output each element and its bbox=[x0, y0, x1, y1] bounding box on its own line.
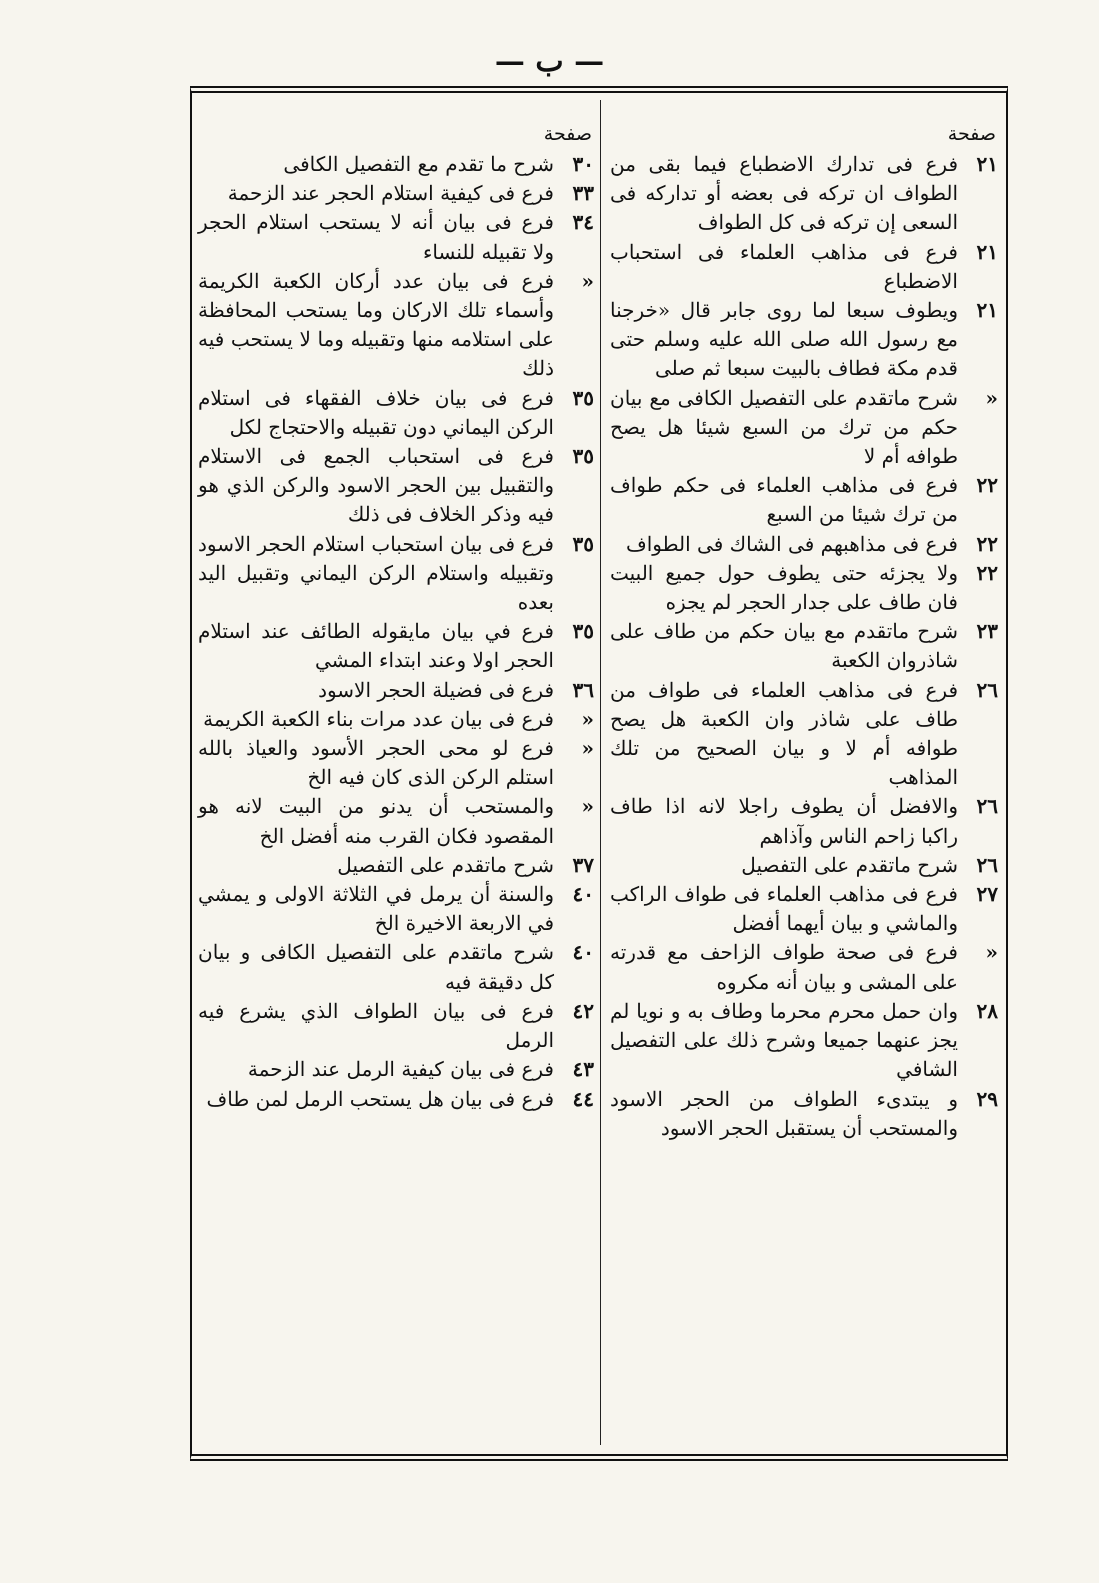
toc-entry bbox=[198, 851, 594, 880]
column-divider bbox=[600, 100, 601, 1445]
toc-entry bbox=[610, 617, 998, 675]
toc-page-number: ٢٢ bbox=[976, 473, 998, 498]
toc-entry-title: فرع فى فضيلة الحجر الاسود bbox=[318, 677, 554, 702]
toc-page-number: ٣٦ bbox=[572, 677, 594, 702]
toc-entry-title: فرع فى استحباب الجمع فى الاستلام والتقبيل بين الحجر الاسود والركن الذي هو فيه وذكر الخلاف فى ذلك bbox=[198, 444, 554, 527]
toc-entry-title: فرع فى بيان هل يستحب الرمل لمن طاف bbox=[206, 1086, 554, 1111]
toc-entry-title: فرع فى بيان أنه لا يستحب استلام الحجر ولا تقبيله للنساء bbox=[198, 210, 554, 264]
toc-entry-title: شرح ماتقدم على التفصيل الكافى مع بيان حكم من ترك من السبع شيئا هل يصح طوافه أم لا bbox=[610, 385, 958, 469]
toc-page-number: ٢٣ bbox=[976, 619, 998, 644]
toc-entry-title: شرح ما تقدم مع التفصيل الكافى bbox=[283, 152, 554, 176]
column-header: صفحة bbox=[947, 123, 996, 145]
toc-entry bbox=[610, 384, 998, 472]
toc-page-number: « bbox=[581, 268, 594, 293]
toc-entry-title: فرع فى مذاهب العلماء فى حكم طواف من ترك شيئا من السبع bbox=[610, 473, 958, 527]
toc-entry-title: فرع فى بيان الطواف الذي يشرع فيه الرمل bbox=[198, 998, 554, 1053]
toc-page-number: ٤٠ bbox=[572, 882, 594, 907]
toc-page-number: ٤٣ bbox=[572, 1057, 594, 1082]
toc-entry bbox=[610, 792, 998, 850]
toc-column-right bbox=[610, 118, 998, 1143]
toc-entry-title: ولا يجزئه حتى يطوف حول جميع البيت فان طاف على جدار الحجر لم يجزه bbox=[610, 560, 958, 615]
toc-page-number: « bbox=[581, 706, 594, 731]
toc-page-number: ٤٠ bbox=[572, 940, 594, 965]
toc-page-number: ٢١ bbox=[976, 298, 998, 323]
toc-entry-title: فرع فى بيان عدد أركان الكعبة الكريمة وأسماء تلك الاركان وما يستحب المحافظة على استلامه منها وتقبيله وما لا يستحب فيه ذلك bbox=[198, 268, 554, 381]
toc-entry-title: فرع لو محى الحجر الأسود والعياذ بالله استلم الركن الذى كان فيه الخ bbox=[198, 736, 554, 790]
toc-page-number: ٣٠ bbox=[572, 152, 594, 176]
page-number: — ب — bbox=[494, 44, 605, 79]
toc-entry bbox=[198, 880, 594, 938]
toc-entry bbox=[610, 559, 998, 617]
toc-entry-title: شرح ماتقدم على التفصيل bbox=[741, 852, 958, 877]
toc-entry bbox=[198, 267, 594, 384]
toc-entry bbox=[198, 734, 594, 792]
toc-entry bbox=[610, 150, 998, 238]
toc-entry-title: فرع فى مذاهب العلماء فى طواف من طاف على شاذر وان الكعبة هل يصح طوافه أم لا و بيان الصحيح من تلك المذاهب bbox=[610, 677, 958, 790]
toc-entry bbox=[610, 938, 998, 996]
toc-entry bbox=[610, 530, 998, 559]
toc-page-number: « bbox=[985, 385, 998, 410]
toc-entry bbox=[198, 617, 594, 675]
toc-page-number: ٢٢ bbox=[976, 531, 998, 556]
entries-list bbox=[610, 150, 998, 1143]
toc-entry bbox=[198, 705, 594, 734]
toc-page-number: ٢١ bbox=[976, 152, 998, 176]
toc-entry-title: فرع فى بيان كيفية الرمل عند الزحمة bbox=[247, 1057, 554, 1082]
toc-entry bbox=[198, 997, 594, 1055]
toc-entry bbox=[198, 442, 594, 530]
toc-entry bbox=[198, 208, 594, 266]
entries-list bbox=[198, 150, 594, 1114]
toc-page-number: ٢٦ bbox=[976, 794, 998, 819]
toc-entry-title: فرع فى صحة طواف الزاحف مع قدرته على المشى و بيان أنه مكروه bbox=[610, 940, 958, 994]
toc-page-number: ٣٥ bbox=[572, 619, 594, 644]
toc-page-number: ٣٤ bbox=[572, 210, 594, 235]
toc-entry bbox=[198, 530, 594, 618]
toc-page-number: ٤٢ bbox=[572, 998, 594, 1023]
toc-page-number: « bbox=[581, 736, 594, 761]
toc-entry-title: ويطوف سبعا لما روى جابر قال «خرجنا مع رسول الله صلى الله عليه وسلم حتى قدم مكة فطاف بالبيت سبعا ثم صلى bbox=[610, 298, 958, 381]
toc-page-number: ٢٦ bbox=[976, 677, 998, 702]
toc-entry bbox=[198, 1085, 594, 1114]
toc-page-number: « bbox=[985, 940, 998, 965]
toc-page-number: ٣٣ bbox=[572, 181, 594, 206]
toc-entry-title: شرح ماتقدم على التفصيل bbox=[337, 852, 554, 877]
toc-entry bbox=[198, 676, 594, 705]
toc-page-number: ٣٥ bbox=[572, 385, 594, 410]
toc-page-number: ٢٩ bbox=[976, 1086, 998, 1111]
toc-page-number: ٣٧ bbox=[572, 852, 594, 877]
toc-entry-title: والمستحب أن يدنو من البيت لانه هو المقصود فكان القرب منه أفضل الخ bbox=[198, 794, 554, 848]
toc-entry-title: والسنة أن يرمل في الثلاثة الاولى و يمشي في الاربعة الاخيرة الخ bbox=[198, 882, 554, 936]
toc-entry-title: شرح ماتقدم على التفصيل الكافى و بيان كل دقيقة فيه bbox=[198, 940, 554, 994]
toc-entry bbox=[610, 851, 998, 880]
toc-entry bbox=[198, 179, 594, 208]
toc-entry bbox=[198, 1055, 594, 1084]
toc-entry-title: فرع فى تدارك الاضطباع فيما بقى من الطواف ان تركه فى بعضه أو تداركه فى السعى إن تركه فى كل الطواف bbox=[610, 152, 958, 235]
toc-page-number: ٢١ bbox=[976, 239, 998, 264]
toc-entry-title: فرع فى بيان استحباب استلام الحجر الاسود وتقبيله واستلام الركن اليماني وتقبيل اليد بعده bbox=[198, 531, 554, 615]
toc-page-number: ٢٦ bbox=[976, 852, 998, 877]
toc-entry bbox=[198, 384, 594, 442]
toc-page-number: ٣٥ bbox=[572, 444, 594, 469]
toc-entry bbox=[610, 296, 998, 384]
toc-entry bbox=[198, 792, 594, 850]
toc-entry-title: فرع فى مذاهب العلماء فى استحباب الاضطباع bbox=[610, 239, 958, 293]
toc-entry-title: فرع فى مذاهب العلماء فى طواف الراكب والماشي و بيان أيهما أفضل bbox=[610, 882, 958, 936]
toc-entry-title: شرح ماتقدم مع بيان حكم من طاف على شاذروان الكعبة bbox=[610, 619, 958, 673]
toc-page-number: ٢٧ bbox=[976, 882, 998, 907]
toc-entry-title: و يبتدىء الطواف من الحجر الاسود والمستحب أن يستقبل الحجر الاسود bbox=[610, 1086, 958, 1140]
toc-entry bbox=[198, 938, 594, 996]
toc-entry bbox=[610, 997, 998, 1085]
toc-column-left bbox=[198, 118, 594, 1114]
toc-entry-title: وان حمل محرم محرما وطاف به و نويا لم يجز عنهما جميعا وشرح ذلك على التفصيل الشافي bbox=[610, 998, 958, 1082]
toc-entry bbox=[610, 471, 998, 529]
toc-entry bbox=[610, 238, 998, 296]
toc-entry-title: فرع فى كيفية استلام الحجر عند الزحمة bbox=[227, 181, 554, 206]
toc-entry-title: فرع في بيان مايقوله الطائف عند استلام الحجر اولا وعند ابتداء المشي bbox=[198, 619, 554, 673]
toc-page-number: « bbox=[581, 794, 594, 819]
toc-entry-title: والافضل أن يطوف راجلا لانه اذا طاف راكبا زاحم الناس وآذاهم bbox=[610, 794, 958, 848]
toc-entry bbox=[610, 676, 998, 793]
toc-entry-title: فرع فى بيان عدد مرات بناء الكعبة الكريمة bbox=[203, 706, 554, 731]
toc-page-number: ٢٨ bbox=[976, 998, 998, 1023]
toc-page-number: ٣٥ bbox=[572, 531, 594, 556]
toc-entry-title: فرع فى بيان خلاف الفقهاء فى استلام الركن اليماني دون تقبيله والاحتجاج لكل bbox=[198, 385, 554, 439]
toc-entry-title: فرع فى مذاهبهم فى الشاك فى الطواف bbox=[626, 531, 958, 556]
toc-page-number: ٢٢ bbox=[976, 560, 998, 585]
toc-entry bbox=[610, 1085, 998, 1143]
column-header: صفحة bbox=[543, 123, 592, 145]
toc-page-number: ٤٤ bbox=[572, 1086, 594, 1111]
toc-entry bbox=[610, 880, 998, 938]
toc-entry bbox=[198, 150, 594, 179]
